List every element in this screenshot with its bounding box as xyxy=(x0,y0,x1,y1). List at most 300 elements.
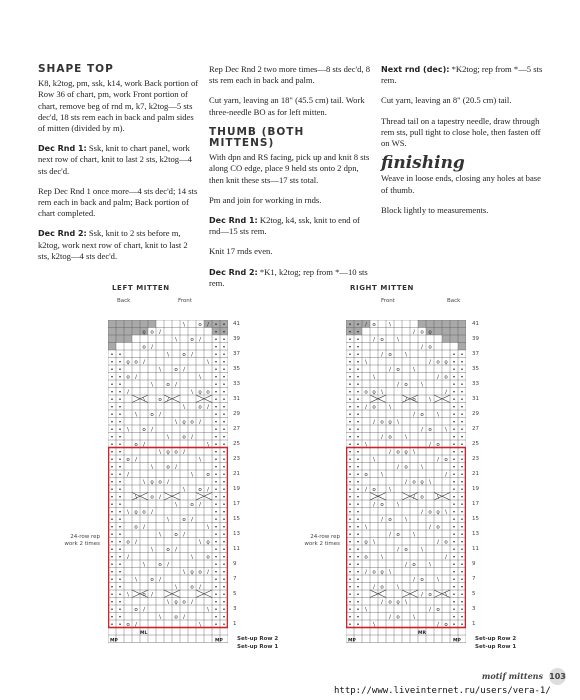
stitch-symbol: o xyxy=(166,464,170,471)
stitch-symbol: • xyxy=(452,487,456,494)
row-number: 37 xyxy=(233,351,240,357)
right-back-label: Back xyxy=(447,298,461,304)
thumb-dec-1-para xyxy=(209,215,371,237)
stitch-symbol: • xyxy=(348,599,352,606)
stitch-symbol: / xyxy=(437,622,439,629)
stitch-symbol: / xyxy=(127,389,129,396)
stitch-symbol: • xyxy=(348,344,352,351)
col2-para-2: Cut yarn, leaving an 18" (45.5 cm) tail. Work three-needle BO as for left mitten. xyxy=(209,95,365,117)
left-setup-labels xyxy=(237,635,278,651)
stitch-symbol: • xyxy=(118,599,122,606)
stitch-symbol: • xyxy=(118,449,122,456)
stitch-symbol: o xyxy=(412,397,416,404)
stitch-symbol: \ xyxy=(127,427,129,434)
stitch-symbol: \ xyxy=(199,374,201,381)
stitch-symbol: / xyxy=(127,554,129,561)
row-number: 33 xyxy=(233,381,240,387)
stitch-symbol: • xyxy=(460,367,464,374)
stitch-symbol: • xyxy=(460,404,464,411)
stitch-symbol: / xyxy=(151,427,153,434)
stitch-symbol: • xyxy=(222,607,226,614)
stitch-symbol: • xyxy=(452,622,456,629)
stitch-symbol: • xyxy=(222,524,226,531)
stitch-symbol: • xyxy=(214,457,218,464)
stitch-symbol: • xyxy=(110,404,114,411)
stitch-symbol: • xyxy=(348,367,352,374)
stitch-symbol: o xyxy=(396,449,400,456)
stitch-symbol: • xyxy=(118,577,122,584)
stitch-symbol: / xyxy=(389,532,391,539)
stitch-symbol: / xyxy=(429,442,431,449)
stitch-symbol: • xyxy=(348,404,352,411)
stitch-symbol: • xyxy=(222,502,226,509)
stitch-symbol: / xyxy=(381,599,383,606)
stitch-symbol: • xyxy=(348,614,352,621)
col3-para-3: Weave in loose ends, closing any holes at base of thumb. xyxy=(381,173,541,195)
stitch-symbol: • xyxy=(110,502,114,509)
stitch-symbol: • xyxy=(356,382,360,389)
row-number: 37 xyxy=(472,351,479,357)
stitch-symbol: • xyxy=(118,397,122,404)
stitch-symbol: o xyxy=(388,599,392,606)
stitch-symbol: • xyxy=(452,532,456,539)
stitch-symbol: • xyxy=(348,502,352,509)
stitch-symbol: • xyxy=(356,502,360,509)
col2-para-5: Knit 17 rnds even. xyxy=(209,246,273,257)
column-finishing xyxy=(381,64,546,225)
column-shape-top xyxy=(38,64,200,271)
stitch-symbol: / xyxy=(437,457,439,464)
stitch-symbol: / xyxy=(175,464,177,471)
stitch-symbol: / xyxy=(413,577,415,584)
stitch-symbol: • xyxy=(348,517,352,524)
stitch-symbol: / xyxy=(199,502,201,509)
stitch-symbol: • xyxy=(348,607,352,614)
stitch-symbol: o xyxy=(142,344,146,351)
no-stitch-cell xyxy=(442,335,450,343)
dec-rnd-2-label: Dec Rnd 2: xyxy=(38,229,87,239)
stitch-symbol: \ xyxy=(429,479,431,486)
stitch-symbol: o xyxy=(364,472,368,479)
stitch-symbol: o xyxy=(198,404,202,411)
stitch-symbol: o xyxy=(372,404,376,411)
no-stitch-cell xyxy=(418,320,426,328)
stitch-symbol: • xyxy=(222,367,226,374)
stitch-symbol: / xyxy=(207,404,209,411)
stitch-symbol: • xyxy=(356,359,360,366)
next-rnd-label: Next rnd (dec): xyxy=(381,65,450,74)
stitch-symbol: o xyxy=(206,472,210,479)
stitch-symbol: / xyxy=(207,322,209,329)
stitch-symbol: • xyxy=(214,607,218,614)
stitch-symbol: \ xyxy=(397,584,399,591)
row-number: 17 xyxy=(472,501,479,507)
stitch-symbol: • xyxy=(110,442,114,449)
stitch-symbol: • xyxy=(356,554,360,561)
stitch-symbol: \ xyxy=(405,352,407,359)
stitch-symbol: \ xyxy=(175,337,177,344)
stitch-symbol: • xyxy=(452,472,456,479)
thumb-dec-2-label: Dec Rnd 2: xyxy=(209,267,258,277)
stitch-symbol: • xyxy=(118,517,122,524)
row-number: 23 xyxy=(233,456,240,462)
stitch-symbol: • xyxy=(214,374,218,381)
row-number: 15 xyxy=(233,516,240,522)
stitch-symbol: \ xyxy=(183,569,185,576)
stitch-symbol: • xyxy=(348,382,352,389)
stitch-symbol: • xyxy=(222,487,226,494)
stitch-symbol: • xyxy=(452,419,456,426)
stitch-symbol: • xyxy=(222,539,226,546)
page-number: 103 xyxy=(549,668,566,685)
no-stitch-cell xyxy=(108,320,116,328)
no-stitch-cell xyxy=(458,335,466,343)
stitch-symbol: • xyxy=(118,502,122,509)
stitch-symbol: • xyxy=(460,464,464,471)
right-setup-labels xyxy=(475,635,516,651)
stitch-symbol: / xyxy=(429,359,431,366)
stitch-symbol: o xyxy=(126,539,130,546)
stitch-symbol: • xyxy=(460,352,464,359)
stitch-symbol: o xyxy=(142,427,146,434)
stitch-symbol: o xyxy=(428,592,432,599)
stitch-symbol: / xyxy=(127,472,129,479)
stitch-symbol: o xyxy=(206,554,210,561)
marker-ml-mr: MR xyxy=(418,631,426,636)
stitch-symbol: \ xyxy=(373,457,375,464)
row-number: 15 xyxy=(472,516,479,522)
stitch-symbol: o xyxy=(388,517,392,524)
stitch-symbol: o xyxy=(166,547,170,554)
stitch-symbol: o xyxy=(150,494,154,501)
no-stitch-cell xyxy=(426,320,434,328)
page-footer xyxy=(482,668,566,685)
stitch-symbol: • xyxy=(356,509,360,516)
stitch-symbol: o xyxy=(420,412,424,419)
marker-mp-right: MP xyxy=(453,638,461,644)
stitch-symbol: o xyxy=(396,532,400,539)
stitch-symbol: / xyxy=(207,569,209,576)
stitch-symbol: \ xyxy=(159,614,161,621)
no-stitch-cell xyxy=(124,328,132,336)
stitch-symbol: o xyxy=(396,367,400,374)
left-front-label: Front xyxy=(178,298,192,304)
stitch-symbol: / xyxy=(167,562,169,569)
stitch-symbol: • xyxy=(452,584,456,591)
stitch-symbol: \ xyxy=(365,442,367,449)
stitch-symbol: • xyxy=(356,352,360,359)
no-stitch-cell xyxy=(148,320,156,328)
stitch-symbol: / xyxy=(413,412,415,419)
stitch-symbol: / xyxy=(389,449,391,456)
stitch-symbol: • xyxy=(460,412,464,419)
stitch-symbol: / xyxy=(183,367,185,374)
stitch-symbol: / xyxy=(167,397,169,404)
stitch-symbol: \ xyxy=(373,539,375,546)
stitch-symbol: o xyxy=(428,344,432,351)
col3-para-4: Block lightly to measurements. xyxy=(381,204,489,215)
row-number: 9 xyxy=(472,561,476,567)
stitch-symbol: ϙ xyxy=(166,449,170,456)
stitch-symbol: • xyxy=(214,509,218,516)
stitch-symbol: • xyxy=(110,562,114,569)
row-number: 3 xyxy=(233,606,237,612)
stitch-symbol: • xyxy=(118,457,122,464)
stitch-symbol: o xyxy=(388,434,392,441)
row-number: 17 xyxy=(233,501,240,507)
stitch-symbol: / xyxy=(135,622,137,629)
stitch-symbol: • xyxy=(452,592,456,599)
row-number: 19 xyxy=(472,486,479,492)
right-repeat-line-1: 24-row rep xyxy=(310,534,340,540)
stitch-symbol: • xyxy=(452,524,456,531)
left-mitten-chart xyxy=(108,320,228,645)
stitch-symbol: • xyxy=(118,532,122,539)
stitch-symbol: / xyxy=(159,494,161,501)
row-number: 41 xyxy=(472,321,479,327)
stitch-symbol: • xyxy=(118,607,122,614)
stitch-symbol: o xyxy=(126,622,130,629)
stitch-symbol: / xyxy=(143,607,145,614)
stitch-symbol: o xyxy=(372,322,376,329)
stitch-symbol: / xyxy=(397,382,399,389)
stitch-symbol: • xyxy=(452,442,456,449)
stitch-symbol: • xyxy=(348,494,352,501)
stitch-symbol: o xyxy=(158,562,162,569)
no-stitch-cell xyxy=(116,328,124,336)
stitch-symbol: • xyxy=(356,487,360,494)
stitch-symbol: • xyxy=(356,434,360,441)
stitch-symbol: • xyxy=(110,359,114,366)
no-stitch-cell xyxy=(132,328,140,336)
stitch-symbol: • xyxy=(222,434,226,441)
stitch-symbol: • xyxy=(214,449,218,456)
stitch-symbol: \ xyxy=(413,449,415,456)
col2-para-3: With dpn and RS facing, pick up and knit 8 sts along CO edge, place 9 held sts onto 2 dpn, then knit these sts—17 sts total. xyxy=(209,152,370,185)
stitch-symbol: \ xyxy=(429,397,431,404)
stitch-symbol: \ xyxy=(207,442,209,449)
stitch-symbol: / xyxy=(191,434,193,441)
stitch-symbol: • xyxy=(118,352,122,359)
stitch-symbol: ϙ xyxy=(174,599,178,606)
stitch-symbol: • xyxy=(460,614,464,621)
stitch-symbol: • xyxy=(452,457,456,464)
stitch-symbol: / xyxy=(167,479,169,486)
stitch-symbol: \ xyxy=(381,472,383,479)
stitch-symbol: • xyxy=(214,614,218,621)
stitch-symbol: / xyxy=(381,352,383,359)
stitch-symbol: • xyxy=(222,382,226,389)
stitch-symbol: • xyxy=(452,352,456,359)
stitch-symbol: • xyxy=(452,539,456,546)
stitch-symbol: • xyxy=(356,367,360,374)
stitch-symbol: • xyxy=(118,509,122,516)
stitch-symbol: o xyxy=(436,359,440,366)
stitch-symbol: • xyxy=(214,479,218,486)
stitch-symbol: • xyxy=(222,547,226,554)
row-number: 25 xyxy=(233,441,240,447)
no-stitch-cell xyxy=(116,335,124,343)
stitch-symbol: • xyxy=(110,434,114,441)
stitch-symbol: • xyxy=(348,472,352,479)
stitch-symbol: • xyxy=(348,442,352,449)
left-repeat-line-1: 24-row rep xyxy=(70,534,100,540)
stitch-symbol: \ xyxy=(199,622,201,629)
stitch-symbol: • xyxy=(214,344,218,351)
stitch-symbol: • xyxy=(214,487,218,494)
stitch-symbol: • xyxy=(214,517,218,524)
stitch-symbol: • xyxy=(118,614,122,621)
stitch-symbol: • xyxy=(356,322,360,329)
stitch-symbol: • xyxy=(222,532,226,539)
stitch-symbol: ϙ xyxy=(380,569,384,576)
stitch-symbol: • xyxy=(452,607,456,614)
stitch-symbol: • xyxy=(214,562,218,569)
stitch-symbol: • xyxy=(222,599,226,606)
stitch-symbol: • xyxy=(452,389,456,396)
stitch-symbol: o xyxy=(174,532,178,539)
footer-title: motif mittens xyxy=(481,671,543,681)
row-number: 21 xyxy=(472,471,479,477)
stitch-symbol: o xyxy=(436,442,440,449)
stitch-symbol: • xyxy=(460,532,464,539)
column-thumb xyxy=(209,64,371,298)
thumb-dec-2-para xyxy=(209,267,371,289)
stitch-symbol: • xyxy=(222,464,226,471)
marker-ml-mr: ML xyxy=(140,631,148,636)
stitch-symbol: / xyxy=(421,592,423,599)
stitch-symbol: • xyxy=(356,532,360,539)
stitch-symbol: • xyxy=(118,524,122,531)
stitch-symbol: \ xyxy=(421,547,423,554)
no-stitch-cell xyxy=(450,320,458,328)
stitch-symbol: • xyxy=(222,569,226,576)
stitch-symbol: • xyxy=(356,584,360,591)
stitch-symbol: • xyxy=(110,539,114,546)
row-number: 25 xyxy=(472,441,479,447)
stitch-symbol: • xyxy=(214,434,218,441)
stitch-symbol: \ xyxy=(413,614,415,621)
row-number: 31 xyxy=(472,396,479,402)
stitch-symbol: \ xyxy=(167,517,169,524)
stitch-symbol: ϙ xyxy=(182,419,186,426)
stitch-symbol: • xyxy=(348,487,352,494)
stitch-symbol: • xyxy=(214,464,218,471)
stitch-symbol: \ xyxy=(445,509,447,516)
stitch-symbol: • xyxy=(214,382,218,389)
stitch-symbol: • xyxy=(110,472,114,479)
stitch-symbol: • xyxy=(452,397,456,404)
stitch-symbol: • xyxy=(110,592,114,599)
stitch-symbol: • xyxy=(348,427,352,434)
stitch-symbol: o xyxy=(158,397,162,404)
stitch-symbol: / xyxy=(421,344,423,351)
stitch-symbol: \ xyxy=(175,584,177,591)
stitch-symbol: • xyxy=(460,584,464,591)
no-stitch-cell xyxy=(458,328,466,336)
row-number: 23 xyxy=(472,456,479,462)
stitch-symbol: \ xyxy=(183,322,185,329)
stitch-symbol: • xyxy=(460,442,464,449)
col3-para-1: Cut yarn, leaving an 8" (20.5 cm) tail. xyxy=(381,95,512,106)
next-rnd-para xyxy=(381,64,546,86)
stitch-symbol: / xyxy=(405,479,407,486)
stitch-symbol: • xyxy=(348,352,352,359)
stitch-symbol: • xyxy=(460,359,464,366)
stitch-symbol: o xyxy=(190,502,194,509)
stitch-symbol: • xyxy=(222,584,226,591)
stitch-symbol: ϙ xyxy=(436,509,440,516)
stitch-symbol: • xyxy=(348,374,352,381)
stitch-symbol: / xyxy=(365,569,367,576)
stitch-symbol: \ xyxy=(429,562,431,569)
stitch-symbol: • xyxy=(110,577,114,584)
stitch-symbol: • xyxy=(460,487,464,494)
stitch-symbol: • xyxy=(222,457,226,464)
stitch-symbol: • xyxy=(118,464,122,471)
col3-para-2: Thread tail on a tapestry needle, draw through rem sts, pull tight to close hole, then fasten off on WS. xyxy=(381,115,541,149)
row-number: 13 xyxy=(233,531,240,537)
right-repeat-label xyxy=(280,534,340,548)
stitch-symbol: • xyxy=(452,434,456,441)
stitch-symbol: • xyxy=(118,427,122,434)
stitch-symbol: • xyxy=(356,592,360,599)
stitch-symbol: • xyxy=(348,337,352,344)
stitch-symbol: • xyxy=(110,614,114,621)
stitch-symbol: ϙ xyxy=(388,419,392,426)
stitch-symbol: o xyxy=(428,509,432,516)
stitch-symbol: • xyxy=(356,479,360,486)
row-number: 9 xyxy=(233,561,237,567)
stitch-symbol: \ xyxy=(389,487,391,494)
row-number: 27 xyxy=(472,426,479,432)
stitch-symbol: • xyxy=(460,389,464,396)
stitch-symbol: • xyxy=(222,509,226,516)
stitch-symbol: / xyxy=(207,487,209,494)
row-number: 41 xyxy=(233,321,240,327)
stitch-symbol: • xyxy=(356,374,360,381)
stitch-symbol: / xyxy=(183,532,185,539)
stitch-symbol: \ xyxy=(421,382,423,389)
stitch-symbol: • xyxy=(214,427,218,434)
stitch-symbol: o xyxy=(436,524,440,531)
stitch-symbol: • xyxy=(222,359,226,366)
stitch-symbol: • xyxy=(118,539,122,546)
stitch-symbol: / xyxy=(405,397,407,404)
marker-mp-right: MP xyxy=(215,638,223,644)
stitch-symbol: • xyxy=(452,359,456,366)
row-number: 35 xyxy=(472,366,479,372)
stitch-symbol: o xyxy=(150,577,154,584)
stitch-symbol: • xyxy=(452,382,456,389)
stitch-symbol: o xyxy=(444,457,448,464)
stitch-symbol: \ xyxy=(183,404,185,411)
stitch-symbol: \ xyxy=(183,487,185,494)
stitch-symbol: / xyxy=(143,442,145,449)
stitch-symbol: • xyxy=(222,614,226,621)
row-number: 33 xyxy=(472,381,479,387)
stitch-symbol: / xyxy=(135,374,137,381)
stitch-symbol: \ xyxy=(365,359,367,366)
stitch-symbol: • xyxy=(348,457,352,464)
stitch-symbol: o xyxy=(420,494,424,501)
stitch-symbol: • xyxy=(214,352,218,359)
stitch-symbol: o xyxy=(372,487,376,494)
dec-rnd-1-text: Ssk, knit to chart panel, work next row of chart, knit to last 2 sts, k2tog—4 sts dec'd. xyxy=(38,143,192,176)
right-setup-row-1: Set-up Row 1 xyxy=(475,644,517,650)
no-stitch-cell xyxy=(458,343,466,351)
stitch-symbol: / xyxy=(437,374,439,381)
